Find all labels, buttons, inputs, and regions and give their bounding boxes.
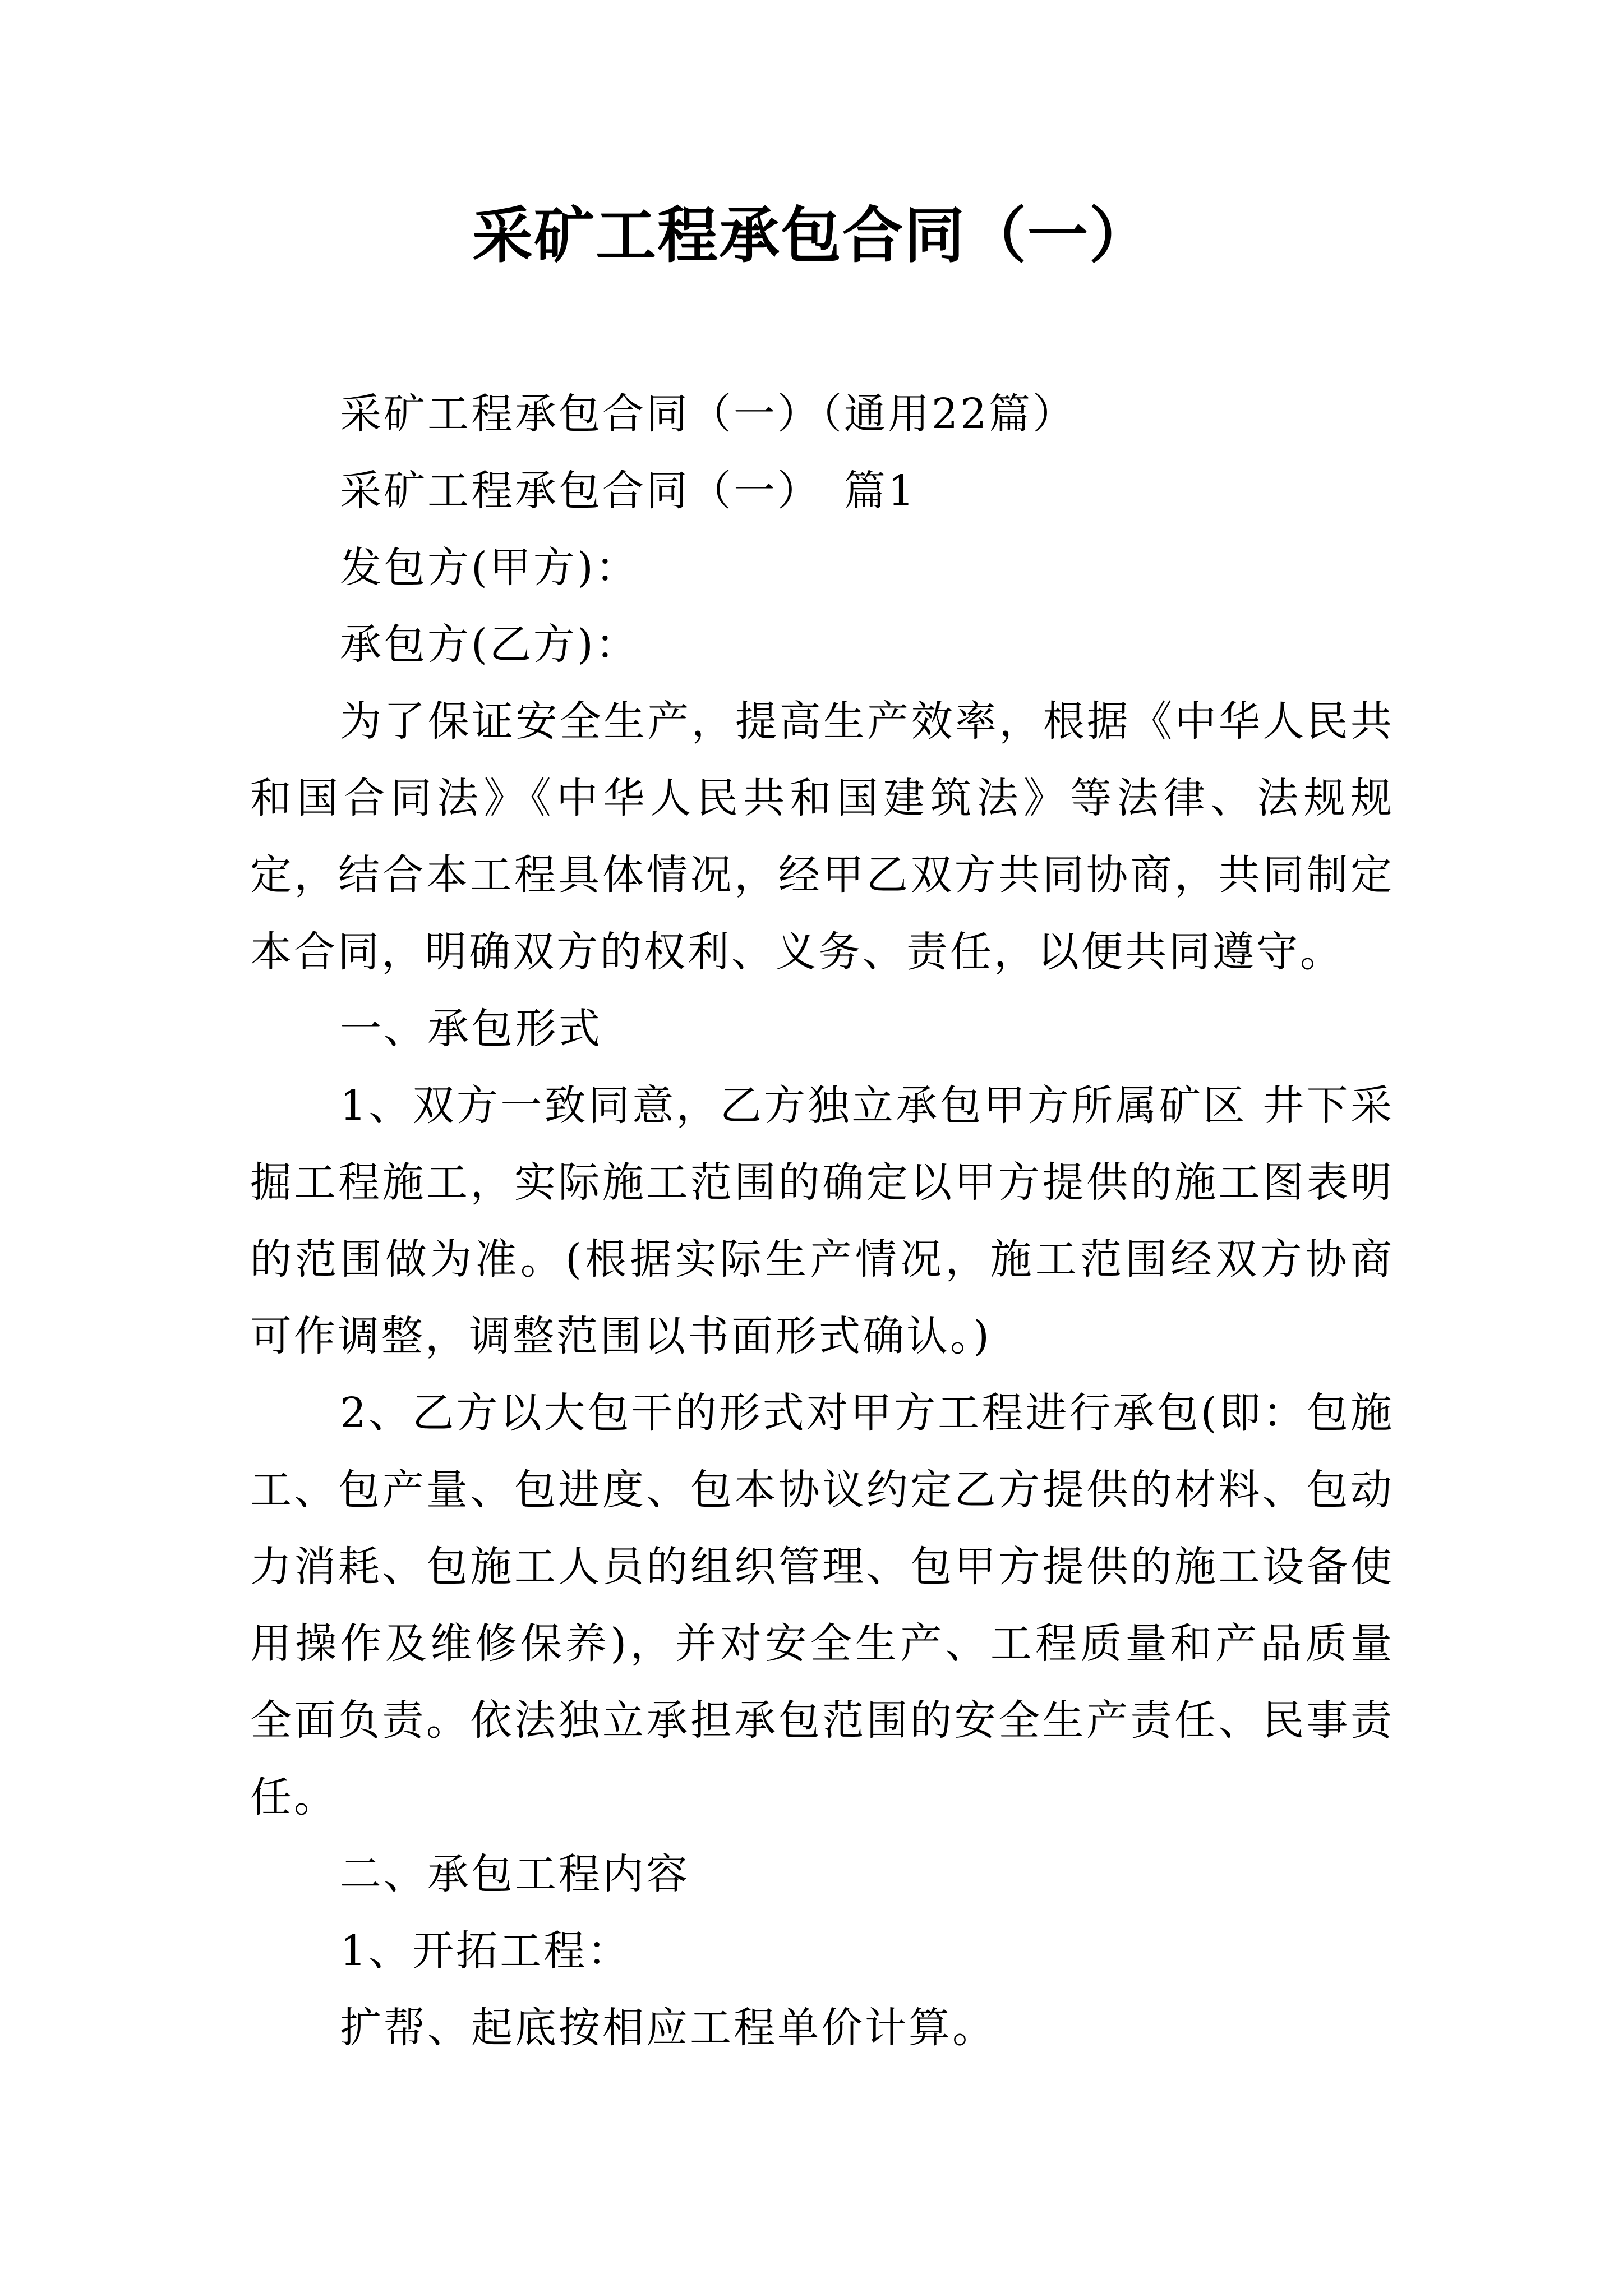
paragraph-heading-contract-content: 二、承包工程内容 — [340, 1850, 690, 1898]
paragraph-pricing-note: 扩帮、起底按相应工程单价计算。 — [340, 2004, 996, 2052]
paragraph-preamble: 为了保证安全生产，提高生产效率，根据《中华人民共和国合同法》《中华人民共和国建筑法》等法律、法规规定，结合本工程具体情况，经甲乙双方共同协商，共同制定本合同，明确双方的权利、义务、责任，以便共同遵守。 — [250, 697, 1394, 976]
document-body — [250, 376, 1394, 2067]
paragraph-development-works: 1、开拓工程： — [340, 1927, 631, 1975]
paragraph-collection-title: 采矿工程承包合同（一）（通用22篇） — [340, 390, 1077, 438]
paragraph-party-b: 承包方(乙方)： — [340, 620, 639, 669]
paragraph-clause-1: 1、双方一致同意，乙方独立承包甲方所属矿区 井下采掘工程施工，实际施工范围的确定以甲方提供的施工图表明的范围做为准。(根据实际生产情况，施工范围经双方协商可作调整，调整范围以书面形式确认。) — [250, 1082, 1394, 1360]
document-title: 采矿工程承包合同（一） — [472, 200, 1151, 271]
paragraph-heading-contract-form: 一、承包形式 — [340, 1005, 602, 1053]
paragraph-section-heading: 采矿工程承包合同（一） 篇1 — [340, 467, 917, 515]
paragraph-clause-2: 2、乙方以大包干的形式对甲方工程进行承包(即：包施工、包产量、包进度、包本协议约定乙方提供的材料、包动力消耗、包施工人员的组织管理、包甲方提供的施工设备使用操作及维修保养)，并对安全生产、工程质量和产品质量全面负责。依法独立承担承包范围的安全生产责任、民事责任。 — [250, 1389, 1394, 1821]
paragraph-party-a: 发包方(甲方)： — [340, 544, 639, 592]
